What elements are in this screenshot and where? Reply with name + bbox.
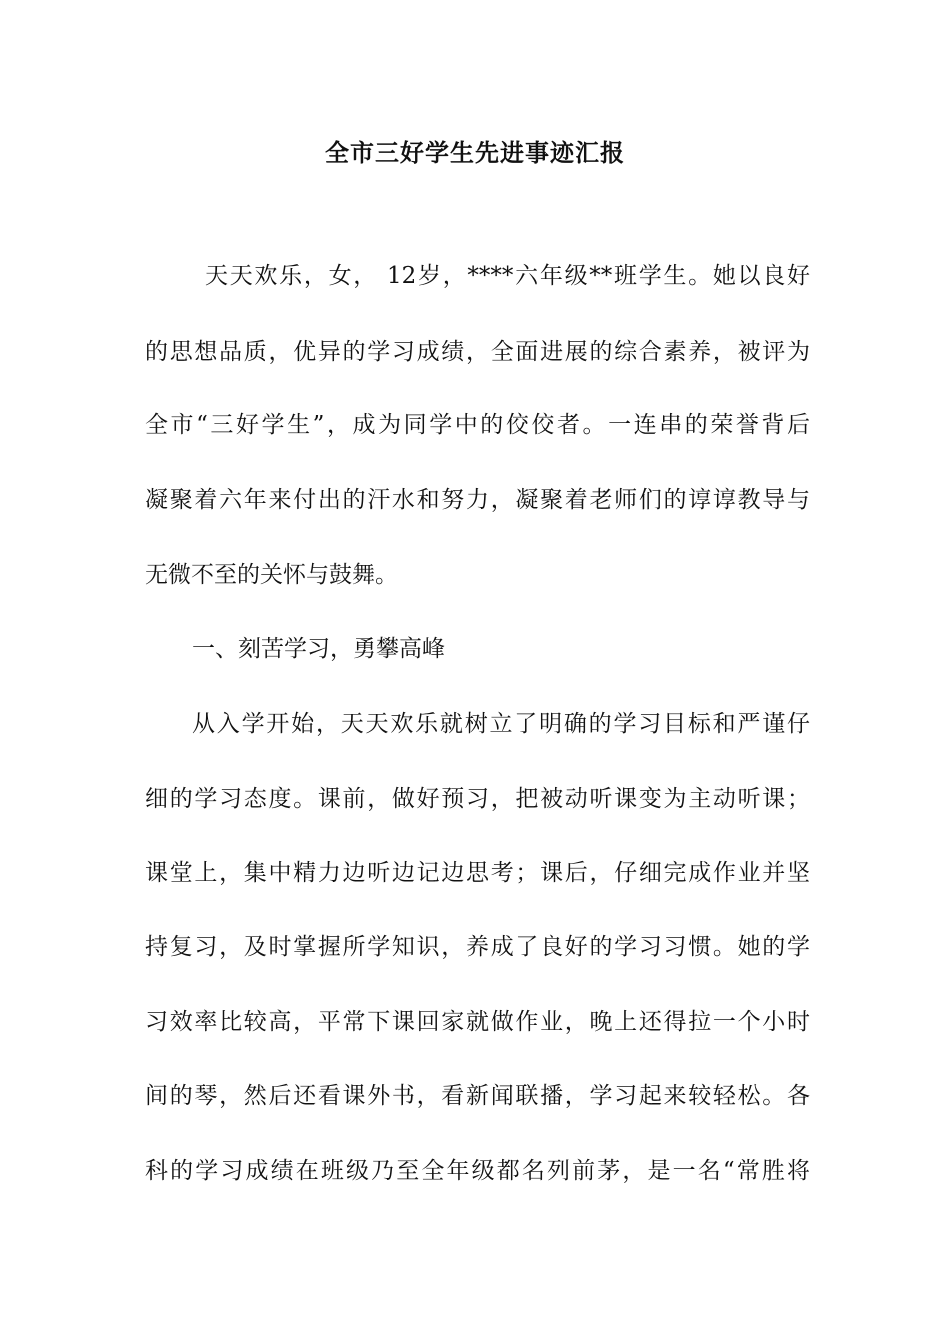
document-title: 全市三好学生先进事迹汇报 — [325, 139, 625, 167]
section-heading: 一、刻苦学习，勇攀高峰 — [192, 636, 445, 662]
paragraph-line: 从入学开始，天天欢乐就树立了明确的学习目标和严谨仔 — [192, 711, 810, 737]
paragraph-line: 无微不至的关怀与鼓舞。 — [145, 562, 398, 588]
paragraph-line: 天天欢乐，女， 12岁，****六年级**班学生。她以良好 — [205, 263, 810, 289]
paragraph-line: 间的琴，然后还看课外书，看新闻联播，学习起来较轻松。各 — [145, 1083, 810, 1109]
paragraph-line: 持复习，及时掌握所学知识，养成了良好的学习习惯。她的学 — [145, 934, 810, 960]
paragraph-line: 习效率比较高，平常下课回家就做作业，晚上还得拉一个小时 — [145, 1009, 810, 1035]
paragraph-line: 细的学习态度。课前，做好预习，把被动听课变为主动听课； — [145, 786, 810, 812]
paragraph-line: 凝聚着六年来付出的汗水和努力，凝聚着老师们的谆谆教导与 — [145, 487, 810, 513]
paragraph-line: 的思想品质，优异的学习成绩，全面进展的综合素养，被评为 — [145, 339, 810, 365]
paragraph-line: 全市“三好学生”，成为同学中的佼佼者。一连串的荣誉背后 — [145, 412, 810, 438]
paragraph-line: 课堂上，集中精力边听边记边思考；课后，仔细完成作业并坚 — [145, 860, 810, 886]
paragraph-line: 科的学习成绩在班级乃至全年级都名列前茅，是一名“常胜将 — [145, 1158, 810, 1184]
